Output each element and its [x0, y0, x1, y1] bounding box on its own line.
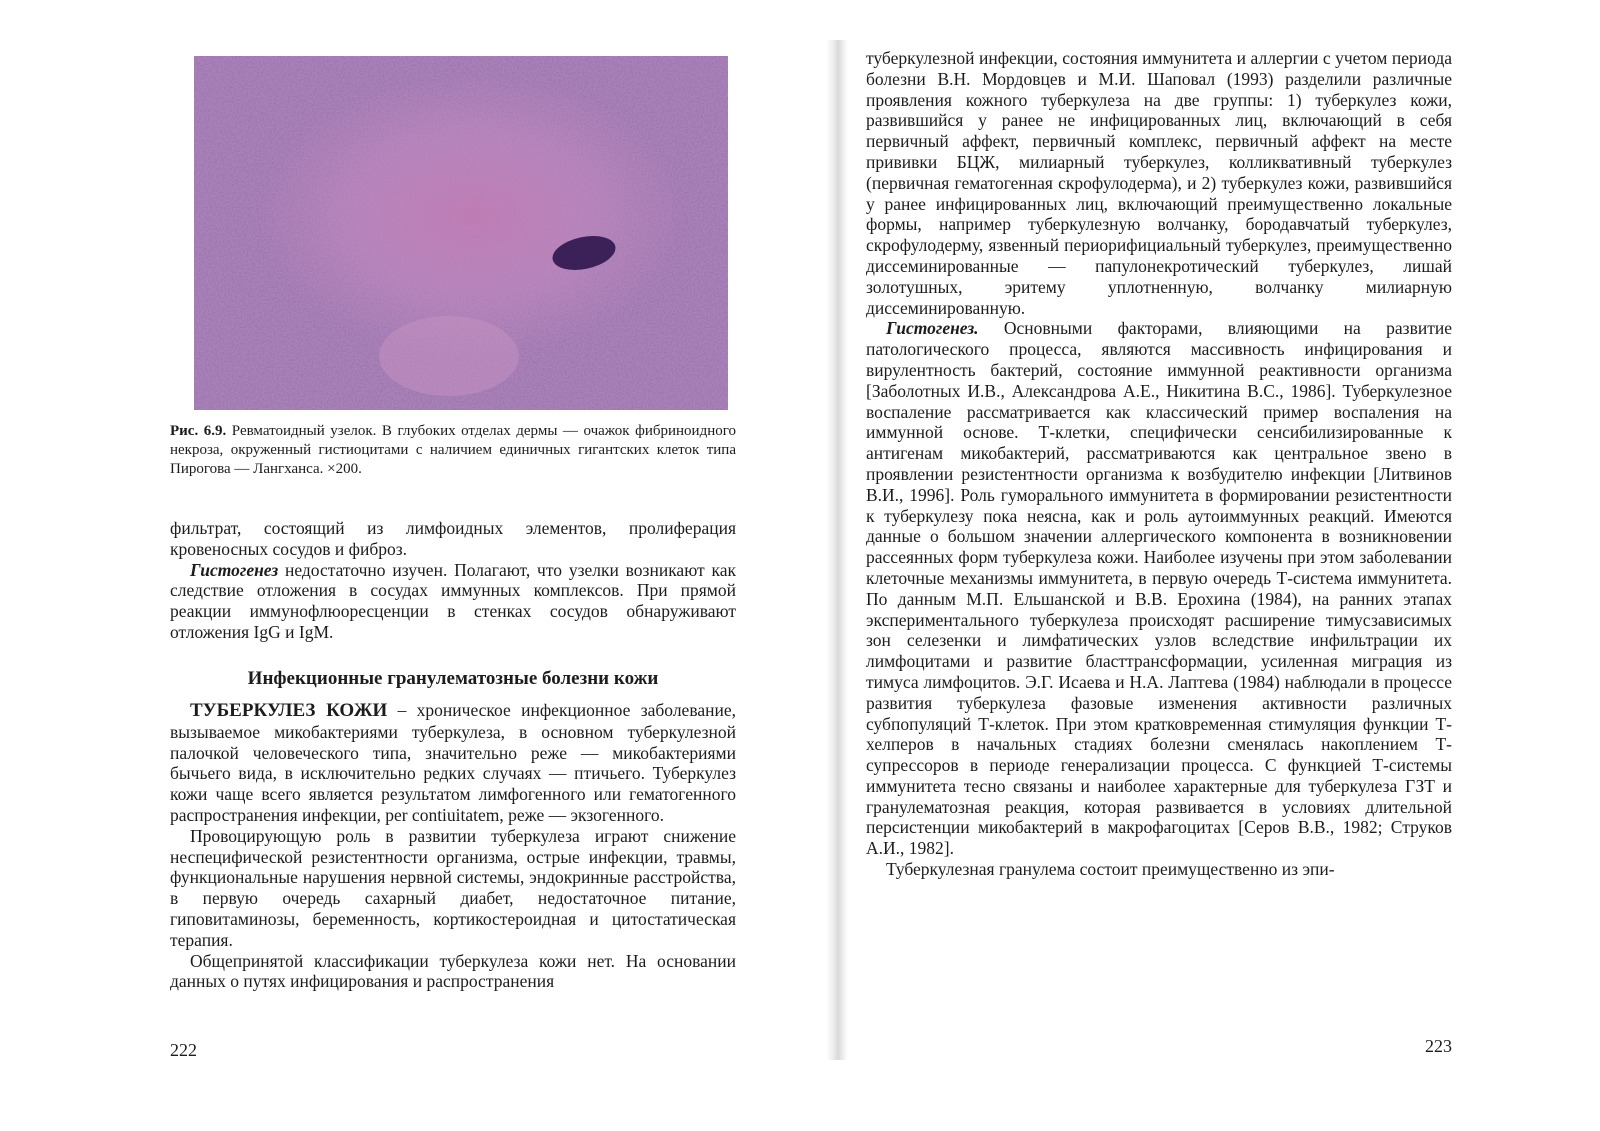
- histology-photo: [194, 56, 728, 410]
- section-heading: Инфекционные гранулематозные болезни кожи: [247, 668, 659, 689]
- left-text-block-1: [170, 518, 736, 643]
- figure-caption: [170, 422, 736, 479]
- paragraph: [170, 560, 736, 643]
- paragraph: Туберкулезная гранулема состоит преимущественно из эпи-: [886, 859, 1335, 880]
- paragraph: [866, 318, 1452, 859]
- paragraph-lead: Гистогенез.: [886, 318, 979, 339]
- paragraph-text: Основными факторами, влияющими на развитие патологического процесса, являются массивность инфицирования и вирулентность бактерий, состояние иммунной реактивности организма [Заболотных И.В., Александрова А.Е., Никитина В.С., 1986]. Туберкулезное воспаление рассматривается как классический пример воспаления на иммунной основе. Т-клетки, специфически сенсибилизированные к антигенам микобактерий, рассматриваются как центральное звено в проявлении резистентности организма к возбудителю инфекции [Литвинов В.И., 1996]. Роль гуморального иммунитета в формировании резистентности к туберкулезу пока неясна, как и роль аутоиммунных реакций. Имеются данные о большом значении аллергического компонента в возникновении рассеянных форм туберкулеза кожи. Наиболее изучены при этом заболевании клеточные механизмы иммунитета, в первую очередь Т-система иммунитета. По данным М.П. Ельшанской и В.В. Ерохина (1984), на ранних этапах экспериментального туберкулеза происходят расширение тимусзависимых зон селезенки и лимфатических узлов вследствие инфильтрации их лимфоцитами и развитие бласттрансформации, усиленная миграция из тимуса лимфоцитов. Э.Г. Исаева и Н.А. Лаптева (1984) наблюдали в процессе развития туберкулеза фазовые изменения активности различных субпопуляций Т-клеток. При этом кратковременная стимуляция функции Т-хелперов в начальных стадиях болезни сменялась накоплением Т-супрессоров в периоде генерализации процесса. С функцией Т-системы иммунитета тесно связаны и наиболее характерные для туберкулеза ГЗТ и гранулематозная реакция, которая развивается в условиях длительной персистенции микобактерий в макрофагоцитах [Серов В.В., 1982; Струков А.И., 1982].: [866, 318, 1452, 859]
- paragraph-lead: Гистогенез: [190, 559, 279, 580]
- right-text-block: [866, 48, 1452, 880]
- page-number-right: 223: [1425, 1036, 1452, 1056]
- term: ТУБЕРКУЛЕЗ КОЖИ: [190, 700, 388, 721]
- page-number-left: 222: [170, 1040, 197, 1060]
- paragraph: Общепринятой классификации туберкулеза кожи нет. На основании данных о путях инфицирования и распространения: [170, 950, 736, 992]
- paragraph: [170, 700, 736, 826]
- figure-caption-text: Ревматоидный узелок. В глубоких отделах дермы — очажок фибриноидного некроза, окруженный гистиоцитами с наличием единичных гигантских клеток типа Пирогова — Лангханса. ×200.: [170, 423, 737, 477]
- left-text-block-2: [170, 700, 736, 992]
- paragraph-text: – хроническое инфекционное заболевание, вызываемое микобактериями туберкулеза, в основном туберкулезной палочкой человеческого типа, значительно реже — микобактериями бычьего вида, в исключительно редких случаях — птичьего. Туберкулез кожи чаще всего является результатом лимфогенного или гематогенного распространения инфекции, per contiuitatem, реже — экзогенного.: [170, 700, 736, 825]
- paragraph: фильтрат, состоящий из лимфоидных элементов, пролиферация кровеносных сосудов и фиброз.: [170, 518, 736, 559]
- paragraph: Провоцирующую роль в развитии туберкулеза играют снижение неспецифической резистентности организма, острые инфекции, травмы, функциональные нарушения нервной системы, эндокринные расстройства, в первую очередь сахарный диабет, недостаточное питание, гиповитаминозы, беременность, кортикостероидная и цитостатическая терапия.: [170, 825, 736, 950]
- paragraph: туберкулезной инфекции, состояния иммунитета и аллергии с учетом периода болезни В.Н. Мордовцев и М.И. Шаповал (1993) разделили различные проявления кожного туберкулеза на две группы: 1) туберкулез кожи, развившийся у ранее не инфицированных лиц, включающий в себя первичный аффект, первичный комплекс, первичный аффект на месте прививки БЦЖ, милиарный туберкулез, колликвативный туберкулез (первичная гематогенная скрофулодерма), и 2) туберкулез кожи, развившийся у ранее инфицированных лиц, включающий преимущественно локальные формы, например туберкулезную волчанку, бородавчатый туберкулез, скрофулодерму, язвенный периорифициальный туберкулез, преимущественно диссеминированные — папулонекротический туберкулез, лишай золотушных, эритему уплотненную, волчанку милиарную диссеминированную.: [866, 48, 1452, 318]
- histology-photo-texture: [194, 56, 728, 410]
- paragraph-text: недостаточно изучен. Полагают, что узелки возникают как следствие отложения в сосудах иммунных комплексов. При прямой реакции иммунофлюоресценции в стенках сосудов обнаруживают отложения IgG и IgM.: [170, 559, 736, 642]
- figure-label: Рис. 6.9.: [170, 423, 227, 439]
